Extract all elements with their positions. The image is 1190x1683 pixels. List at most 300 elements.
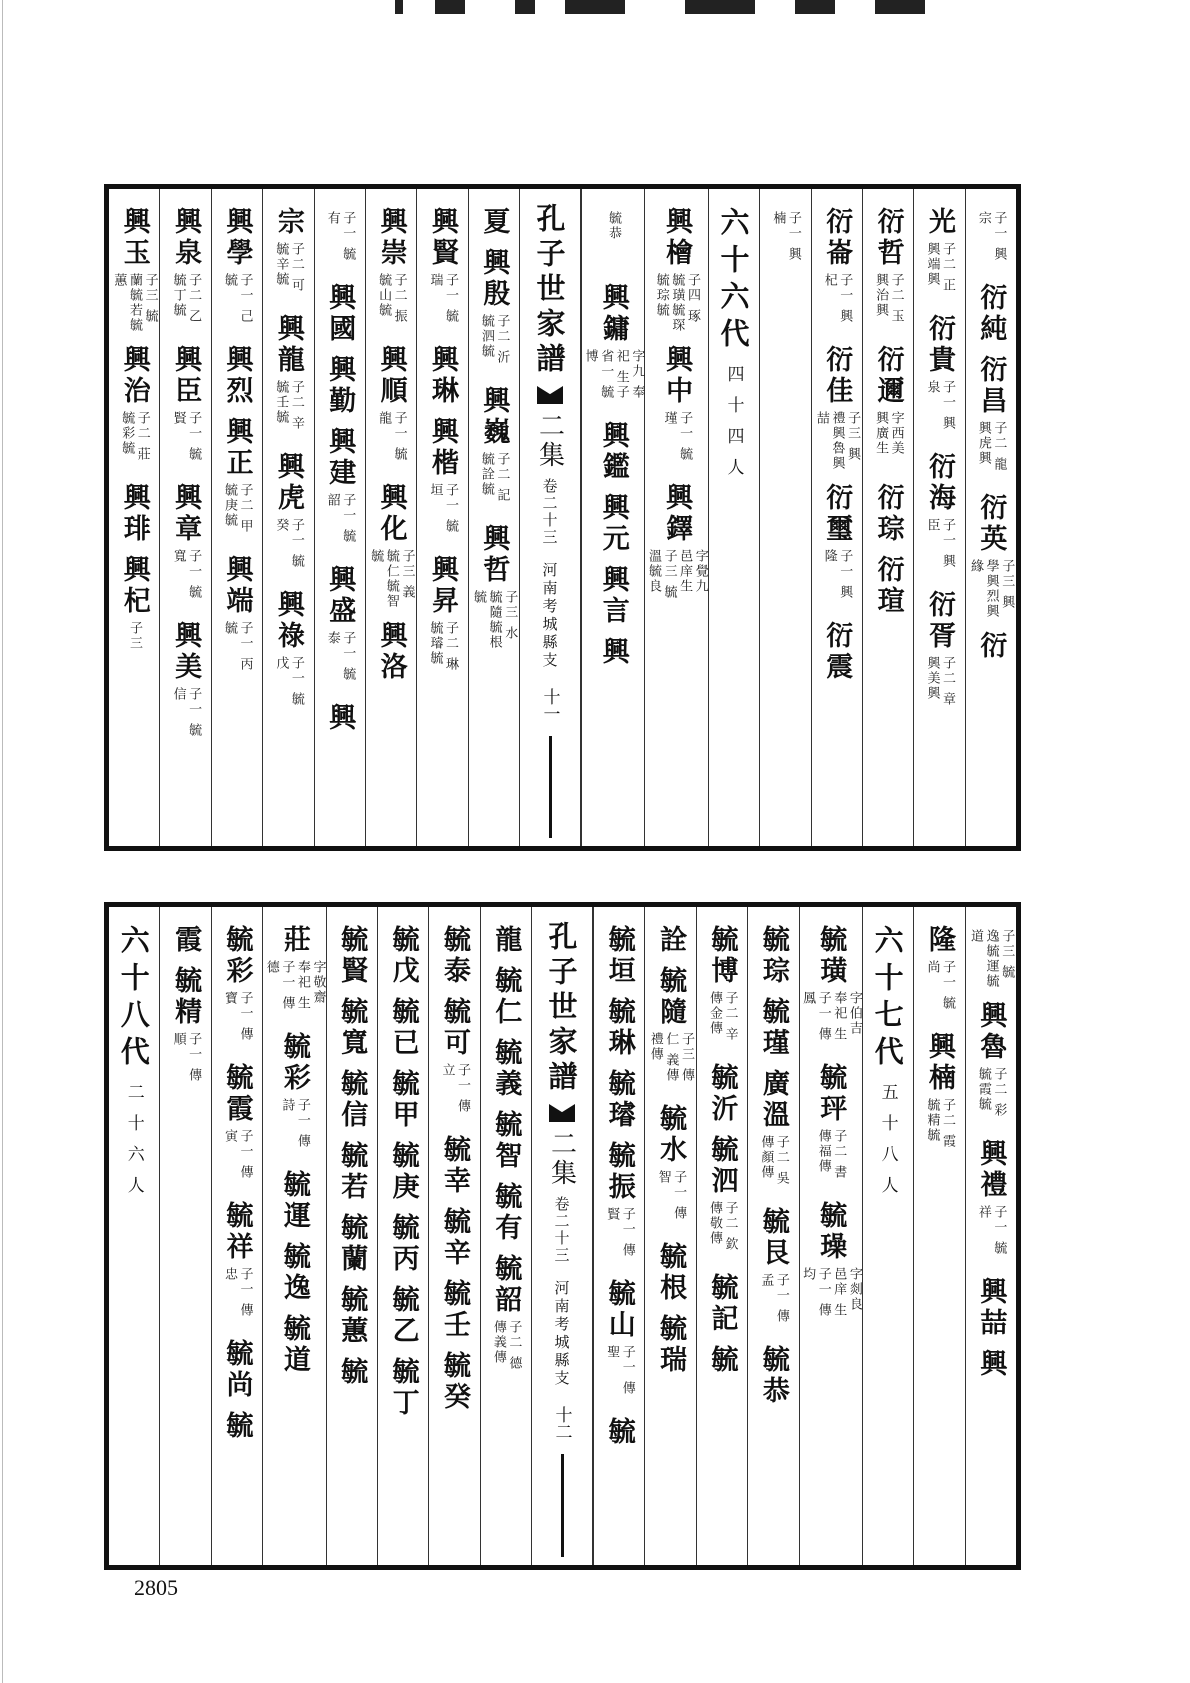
person-name: 興鐸 — [661, 483, 693, 545]
person-name: 興泉 — [170, 207, 202, 269]
person-note: 子一 興隆 — [821, 549, 853, 601]
person-entry — [967, 493, 1014, 621]
person-entry — [655, 1104, 686, 1232]
person-note: 子三 興禮興魯興喆 — [813, 411, 861, 471]
series-label: 二集 — [546, 1130, 577, 1188]
person-note: 子一 興楠 — [770, 211, 801, 263]
person-note: 子二 甲毓庚毓 — [221, 483, 253, 535]
person-name: 毓智 — [490, 1110, 522, 1172]
person-entry — [278, 1170, 310, 1232]
person-entry — [975, 207, 1006, 273]
person-name: 興學 — [221, 207, 253, 269]
person-name: 毓恭 — [757, 1345, 789, 1407]
person-name: 衍震 — [821, 621, 853, 683]
volume-label: 卷二十三 — [552, 1196, 571, 1264]
person-note: 子二 欽傳敬傳 — [706, 1201, 738, 1253]
person-name: 興臣 — [170, 345, 202, 407]
person-note: 子二 書傳福傳 — [815, 1129, 847, 1181]
generation-count: 二十六人 — [123, 1083, 144, 1207]
generation-heading: 六十六代 — [716, 207, 751, 355]
person-entry — [758, 1207, 789, 1335]
person-name: 興琲 — [118, 483, 150, 545]
person-note: 子一 毓祥 — [975, 1205, 1007, 1257]
person-name: 毓根 — [655, 1242, 687, 1304]
person-entry — [757, 997, 789, 1059]
person-name: 毓垣 — [603, 925, 635, 987]
person-name: 興楷 — [426, 417, 458, 479]
person-note: 子二 乙毓丁毓 — [170, 273, 202, 325]
genealogy-page-top — [104, 184, 1021, 851]
person-entry — [975, 631, 1007, 662]
person-note: 子二 可毓辛毓 — [273, 242, 304, 294]
person-entry — [279, 1032, 310, 1160]
person-note: 子一 傳賢 — [604, 1207, 635, 1259]
person-name: 衍貴 — [923, 314, 955, 376]
person-entry — [872, 345, 903, 473]
person-entry — [758, 1069, 789, 1197]
book-title: 孔子世家譜 — [532, 203, 567, 378]
person-name: 毓運 — [278, 1170, 310, 1232]
person-name: 毓仁 — [490, 966, 522, 1028]
person-entry — [924, 1032, 955, 1160]
person-name: 毓瑾 — [757, 997, 789, 1059]
person-entry — [605, 207, 621, 273]
genealogy-column — [480, 907, 531, 1565]
person-name: 毓記 — [706, 1273, 738, 1335]
person-note: 子一 毓泰 — [324, 631, 356, 683]
person-entry — [813, 345, 860, 473]
person-note: 字覺九 邑庠生 子三 毓溫毓良 — [645, 549, 708, 601]
person-note: 子一 毓有 — [324, 211, 356, 263]
person-entry — [438, 925, 470, 987]
person-entry — [924, 452, 955, 580]
person-note: 子二 吳傳顏傳 — [758, 1135, 789, 1187]
branch-label: 河南考城縣支 — [552, 1280, 571, 1388]
person-entry — [387, 1285, 419, 1347]
leaf-number: 十一 — [539, 688, 560, 722]
person-name: 毓沂 — [706, 1063, 738, 1125]
person-note: 子二 記毓詮毓 — [478, 452, 510, 504]
person-name: 衍璽 — [821, 483, 853, 545]
columns — [109, 907, 1016, 1565]
person-entry — [975, 1277, 1007, 1339]
person-entry — [661, 345, 692, 473]
page-number: 2805 — [134, 1575, 178, 1600]
previous-page-edge — [395, 0, 955, 14]
person-note: 子一 毓瑞 — [427, 273, 459, 325]
person-name: 毓瑞 — [655, 1314, 687, 1376]
person-note: 子一 毓癸 — [273, 518, 304, 570]
person-entry — [427, 417, 458, 545]
person-note: 子一 傳立 — [439, 1063, 471, 1115]
person-name: 毓壬 — [438, 1279, 470, 1341]
person-name: 毓振 — [603, 1141, 635, 1203]
person-name: 毓 — [336, 1357, 368, 1388]
person-note: 子一 傳孟 — [758, 1273, 789, 1325]
person-entry — [490, 966, 522, 1028]
person-entry — [221, 1339, 253, 1401]
person-entry — [336, 1069, 368, 1131]
person-entry — [603, 997, 635, 1059]
person-name: 興昇 — [426, 555, 458, 617]
person-note: 子三 傳仁 義傳禮傳 — [647, 1032, 694, 1084]
person-entry — [490, 1182, 522, 1244]
person-entry — [653, 207, 700, 335]
genealogy-column — [965, 189, 1016, 846]
person-entry — [221, 555, 252, 683]
person-name: 光 — [923, 207, 955, 238]
person-note: 子一 興泉 — [924, 380, 956, 432]
genealogy-column — [862, 907, 913, 1565]
person-name: 毓 — [603, 1417, 635, 1448]
person-note: 子一 傳寶 — [221, 991, 253, 1043]
person-name: 毓璿 — [603, 1069, 635, 1131]
person-entry — [706, 1345, 738, 1376]
person-entry — [119, 345, 150, 473]
person-note: 子二 德傳義傳 — [490, 1320, 522, 1372]
person-entry — [324, 207, 355, 273]
center-spine — [531, 907, 593, 1565]
person-name: 興章 — [170, 483, 202, 545]
person-name: 霞 — [170, 925, 202, 956]
person-name: 毓泰 — [438, 925, 470, 987]
person-note: 子二 彩毓霞毓 — [975, 1067, 1007, 1119]
person-name: 衍瑄 — [872, 555, 904, 617]
person-name: 夏 — [478, 207, 510, 238]
genealogy-column — [211, 907, 262, 1565]
person-name: 興言 — [597, 565, 629, 627]
person-note: 子三 毓蘭毓若毓蕙 — [111, 273, 158, 333]
person-entry — [221, 925, 252, 1053]
person-entry — [478, 386, 509, 514]
person-name: 興玉 — [118, 207, 150, 269]
genealogy-column — [109, 189, 159, 846]
person-note: 子一 毓龍 — [376, 411, 407, 463]
person-name: 毓彩 — [278, 1032, 310, 1094]
person-note: 子三 毓逸毓運毓道 — [968, 929, 1015, 989]
person-name: 興美 — [170, 621, 202, 683]
person-name: 衍佳 — [821, 345, 853, 407]
person-note: 子二 龍興虎興 — [975, 421, 1007, 473]
genealogy-column — [581, 189, 644, 846]
genealogy-column — [109, 907, 159, 1565]
person-note: 子三 義毓仁毓智毓 — [368, 549, 415, 609]
person-entry — [438, 1207, 470, 1269]
person-entry — [336, 1213, 368, 1275]
fish-tail-mark — [549, 1104, 575, 1122]
person-entry — [655, 1242, 687, 1304]
person-name: 毓甲 — [387, 1069, 419, 1131]
person-name: 毓賢 — [336, 925, 368, 987]
person-note: 字西美 興廣生 — [873, 411, 904, 456]
genealogy-column — [211, 189, 262, 846]
person-name: 興龍 — [272, 314, 304, 376]
person-name: 毓玶 — [815, 1063, 847, 1125]
spine-line — [561, 1454, 564, 1557]
person-note: 子一 傳聖 — [604, 1345, 635, 1397]
person-note: 子三 興學興烈興緣 — [968, 559, 1015, 619]
generation-count: 五十八人 — [877, 1083, 898, 1207]
person-note: 子二 辛傳金傳 — [706, 991, 738, 1043]
person-name: 毓琳 — [603, 997, 635, 1059]
person-name: 衍邇 — [872, 345, 904, 407]
person-note: 子二 正興端興 — [924, 242, 956, 294]
person-entry — [975, 1349, 1007, 1380]
person-name: 毓義 — [490, 1038, 522, 1100]
person-entry — [336, 1285, 368, 1347]
person-entry — [603, 1417, 635, 1448]
person-entry — [603, 1069, 635, 1131]
person-note: 字伯吉 奉祀 生子一 傳鳳 — [800, 991, 862, 1043]
person-entry — [770, 207, 801, 273]
person-name: 龍 — [490, 925, 522, 956]
person-note: 子一 毓垣 — [427, 483, 459, 535]
fish-tail-mark — [537, 386, 563, 404]
person-entry — [815, 1063, 846, 1191]
person-name: 毓可 — [438, 997, 470, 1059]
genealogy-column — [862, 189, 913, 846]
person-entry — [273, 314, 304, 442]
person-name: 興元 — [597, 493, 629, 555]
person-entry — [324, 283, 356, 345]
person-note: 子二 章興美興 — [924, 656, 956, 708]
person-name: 毓幸 — [438, 1135, 470, 1197]
person-name: 詮 — [655, 925, 687, 956]
person-note: 子一 毓寬 — [170, 549, 202, 601]
person-name: 興正 — [221, 417, 253, 479]
person-entry — [604, 1279, 635, 1407]
person-name: 毓逸 — [278, 1242, 310, 1304]
person-note: 子一 興宗 — [975, 211, 1007, 263]
person-name: 興勤 — [324, 355, 356, 417]
person-name: 莊 — [278, 925, 310, 956]
person-entry — [604, 1141, 635, 1269]
person-entry — [655, 925, 687, 956]
person-entry — [800, 1201, 862, 1329]
genealogy-column — [644, 189, 707, 846]
person-entry — [438, 1279, 470, 1341]
genealogy-column — [747, 907, 798, 1565]
person-name: 興祿 — [272, 590, 304, 652]
person-entry — [324, 355, 356, 417]
person-name: 毓 — [706, 1345, 738, 1376]
person-entry — [490, 1254, 521, 1382]
person-name: 毓丁 — [387, 1357, 419, 1419]
person-note: 子一 興杞 — [821, 273, 853, 325]
person-note: 子二 辛毓壬毓 — [273, 380, 304, 432]
person-note: 子一 傳寅 — [221, 1129, 253, 1181]
person-note: 子二 沂毓泗毓 — [478, 314, 510, 366]
person-name: 興鏞 — [597, 283, 629, 345]
person-entry — [872, 207, 903, 335]
branch-label: 河南考城縣支 — [540, 562, 559, 670]
person-entry — [490, 925, 522, 956]
person-name: 衍海 — [923, 452, 955, 514]
person-entry — [273, 207, 304, 304]
person-name: 毓蕙 — [336, 1285, 368, 1347]
person-name: 興賢 — [426, 207, 458, 269]
person-name: 毓璪 — [815, 1201, 847, 1263]
person-name: 興巍 — [478, 386, 510, 448]
person-note: 子二 莊毓彩毓 — [119, 411, 150, 463]
person-name: 興烈 — [221, 345, 253, 407]
person-entry — [221, 1201, 252, 1329]
person-name: 衍哲 — [872, 207, 904, 269]
person-note: 子四 琢毓璜毓琛毓琮毓 — [653, 273, 700, 333]
person-entry — [278, 1242, 310, 1304]
person-entry — [800, 925, 862, 1053]
genealogy-column — [644, 907, 695, 1565]
person-note: 子一 傳忠 — [221, 1267, 253, 1319]
person-name: 興禮 — [975, 1139, 1007, 1201]
person-note: 子一 己毓 — [221, 273, 253, 325]
person-entry — [221, 1063, 252, 1191]
genealogy-column — [468, 189, 519, 846]
person-entry — [336, 1357, 368, 1388]
person-entry — [597, 493, 629, 555]
person-name: 衍昌 — [975, 355, 1007, 417]
genealogy-column — [365, 189, 416, 846]
person-entry — [924, 314, 955, 442]
person-entry — [438, 1351, 470, 1413]
generation-count: 四十四人 — [723, 365, 744, 489]
person-name: 毓 — [221, 1411, 253, 1442]
person-entry — [470, 524, 517, 652]
person-entry — [924, 925, 955, 1022]
person-entry — [647, 966, 694, 1094]
person-note: 子一 毓瑾 — [661, 411, 693, 463]
person-entry — [387, 1141, 419, 1203]
person-name: 興盛 — [324, 565, 356, 627]
person-name: 興鑑 — [597, 421, 629, 483]
person-name: 興虎 — [272, 452, 304, 514]
genealogy-column — [593, 907, 644, 1565]
person-entry — [975, 1001, 1006, 1129]
person-name: 興喆 — [975, 1277, 1007, 1339]
genealogy-column — [708, 189, 759, 846]
genealogy-column — [965, 907, 1016, 1565]
person-entry — [324, 427, 355, 555]
person-name: 興琳 — [426, 345, 458, 407]
person-note: 子一 毓戊 — [273, 656, 304, 708]
person-entry — [170, 345, 201, 473]
generation-heading: 六十七代 — [870, 925, 905, 1073]
person-name: 毓庚 — [387, 1141, 419, 1203]
person-name: 衍胥 — [923, 590, 955, 652]
genealogy-column — [159, 189, 210, 846]
person-name: 毓水 — [655, 1104, 687, 1166]
person-name: 毓隨 — [655, 966, 687, 1028]
person-entry — [324, 565, 355, 693]
person-name: 隆 — [923, 925, 955, 956]
person-name: 興中 — [661, 345, 693, 407]
person-entry — [170, 925, 202, 956]
person-name: 毓已 — [387, 997, 419, 1059]
person-entry — [221, 345, 253, 407]
person-name: 毓道 — [278, 1314, 310, 1376]
book-title: 孔子世家譜 — [544, 921, 579, 1096]
person-name: 毓琮 — [757, 925, 789, 987]
person-name: 興化 — [375, 483, 407, 545]
person-name: 毓寬 — [336, 997, 368, 1059]
person-name: 衍純 — [975, 283, 1007, 345]
person-name: 興魯 — [975, 1001, 1007, 1063]
genealogy-column — [913, 189, 964, 846]
person-entry — [118, 483, 150, 545]
person-name: 興杞 — [118, 555, 150, 617]
genealogy-column — [696, 907, 747, 1565]
genealogy-column — [799, 907, 862, 1565]
person-note: 子二 琳毓璿毓 — [427, 621, 459, 673]
person-name: 毓信 — [336, 1069, 368, 1131]
person-note: 字九 奉祀 生子省一 毓博 — [582, 349, 645, 401]
volume-label: 卷二十三 — [540, 478, 559, 546]
genealogy-column — [416, 189, 467, 846]
person-entry — [645, 483, 707, 611]
person-name: 毓精 — [170, 966, 202, 1028]
person-entry — [478, 207, 510, 238]
genealogy-column — [326, 907, 377, 1565]
person-entry — [170, 207, 201, 335]
leaf-number: 十二 — [551, 1406, 572, 1440]
center-spine — [519, 189, 581, 846]
person-name: 衍琮 — [872, 483, 904, 545]
person-entry — [757, 925, 789, 987]
person-name: 毓彩 — [221, 925, 253, 987]
person-name: 毓祥 — [221, 1201, 253, 1263]
person-entry — [427, 207, 458, 335]
person-entry — [821, 207, 852, 335]
person-entry — [427, 555, 458, 683]
person-name: 毓辛 — [438, 1207, 470, 1269]
person-entry — [170, 621, 201, 749]
person-name: 毓若 — [336, 1141, 368, 1203]
person-note: 子一 毓賢 — [170, 411, 202, 463]
person-name: 興治 — [118, 345, 150, 407]
spine-line — [549, 736, 552, 838]
genealogy-column — [314, 189, 365, 846]
person-entry — [375, 345, 406, 473]
genealogy-column — [159, 907, 210, 1565]
person-name: 興 — [597, 637, 629, 668]
person-entry — [221, 207, 252, 335]
person-note: 毓恭 — [605, 211, 621, 241]
person-name: 興洛 — [375, 621, 407, 683]
person-name: 毓有 — [490, 1182, 522, 1244]
person-name: 廣溫 — [757, 1069, 789, 1131]
person-entry — [375, 207, 406, 335]
person-name: 毓博 — [706, 925, 738, 987]
person-entry — [170, 483, 201, 611]
person-note: 子一 傳詩 — [279, 1098, 310, 1150]
person-entry — [273, 452, 304, 580]
person-entry — [324, 703, 356, 734]
person-entry — [368, 483, 415, 611]
person-name: 毓蘭 — [336, 1213, 368, 1275]
person-entry — [221, 417, 252, 545]
person-entry — [336, 997, 368, 1059]
person-name: 興楠 — [923, 1032, 955, 1094]
person-name: 毓璜 — [815, 925, 847, 987]
person-name: 興殷 — [478, 248, 510, 310]
person-name: 毓戊 — [387, 925, 419, 987]
person-name: 毓艮 — [757, 1207, 789, 1269]
person-entry — [387, 997, 419, 1059]
person-name: 興國 — [324, 283, 356, 345]
person-entry — [387, 1357, 419, 1419]
person-name: 毓尚 — [221, 1339, 253, 1401]
person-entry — [438, 1135, 470, 1197]
